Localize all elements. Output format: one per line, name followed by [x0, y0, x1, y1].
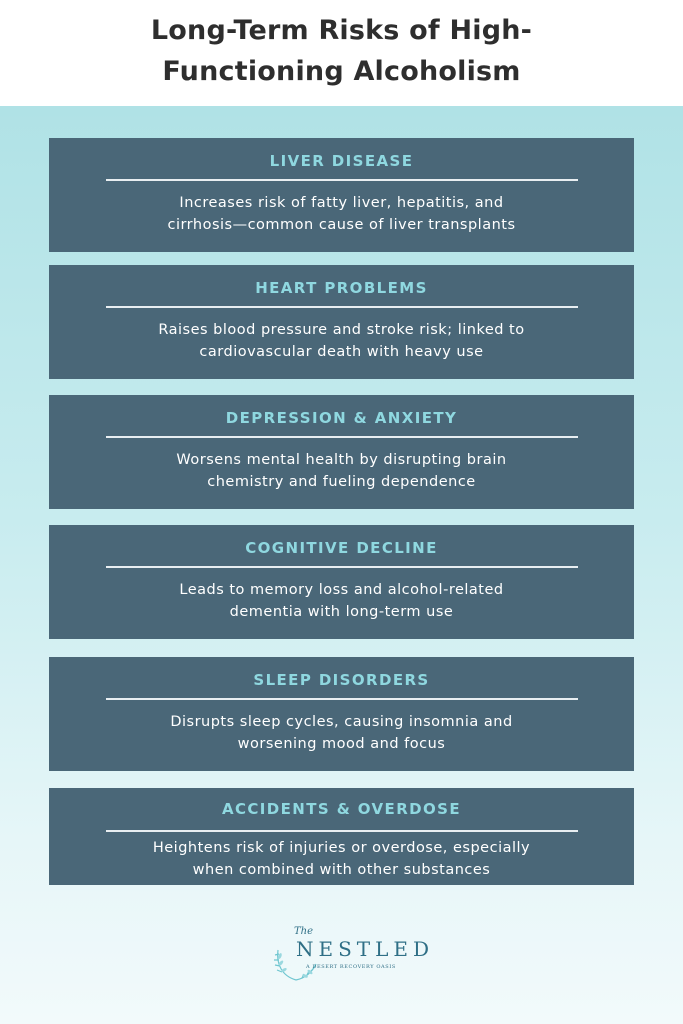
card-description [79, 579, 604, 623]
logo-the: The [294, 926, 314, 937]
card-heading: SLEEP DISORDERS [253, 671, 430, 689]
page-title-line-2: Functioning Alcoholism [162, 56, 521, 87]
page-title [0, 10, 683, 92]
card-description-line: Raises blood pressure and stroke risk; linked to [158, 322, 525, 338]
divider [106, 436, 578, 438]
card-description [79, 711, 604, 755]
card-description-line: when combined with other substances [192, 862, 491, 878]
card-description [79, 837, 604, 881]
divider [106, 830, 578, 832]
card-description-line: Increases risk of fatty liver, hepatitis, and [179, 195, 504, 211]
risk-card-heart-problems [49, 265, 634, 379]
card-heading: HEART PROBLEMS [255, 279, 428, 297]
divider [106, 306, 578, 308]
card-description-line: worsening mood and focus [237, 736, 446, 752]
card-description-line: Disrupts sleep cycles, causing insomnia and [170, 714, 513, 730]
divider [106, 566, 578, 568]
card-description-line: Leads to memory loss and alcohol-related [179, 582, 504, 598]
logo-tagline: A DESERT RECOVERY OASIS [306, 964, 396, 970]
risk-card-accidents-overdose [49, 788, 634, 885]
header [0, 0, 683, 106]
content-panel [0, 106, 683, 1024]
card-description-line: cirrhosis—common cause of liver transplants [167, 217, 516, 233]
brand-logo [272, 926, 442, 984]
card-heading: DEPRESSION & ANXIETY [225, 409, 458, 427]
risk-card-depression-anxiety [49, 395, 634, 509]
risk-card-cognitive-decline [49, 525, 634, 639]
card-heading: ACCIDENTS & OVERDOSE [221, 800, 462, 818]
card-description-line: cardiovascular death with heavy use [199, 344, 484, 360]
logo-wordmark: NESTLED [296, 937, 435, 961]
card-description-line: Worsens mental health by disrupting brain [176, 452, 507, 468]
card-heading: COGNITIVE DECLINE [245, 539, 438, 557]
risk-card-sleep-disorders [49, 657, 634, 771]
card-description [79, 449, 604, 493]
card-heading: LIVER DISEASE [269, 152, 414, 170]
card-description [79, 319, 604, 363]
card-description-line: chemistry and fueling dependence [207, 474, 476, 490]
card-description [79, 192, 604, 236]
divider [106, 179, 578, 181]
risk-card-liver-disease [49, 138, 634, 252]
card-description-line: dementia with long-term use [229, 604, 454, 620]
card-description-line: Heightens risk of injuries or overdose, especially [152, 840, 531, 856]
divider [106, 698, 578, 700]
page-title-line-1: Long-Term Risks of High- [150, 15, 533, 46]
